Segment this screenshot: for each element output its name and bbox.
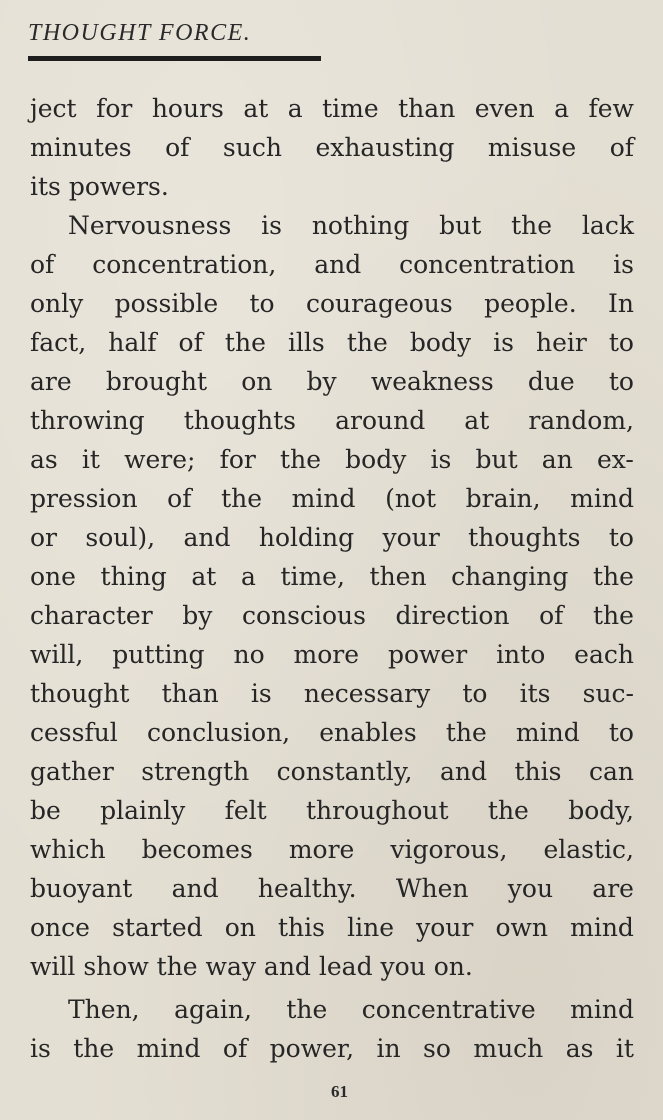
text-line: are brought on by weakness due to bbox=[30, 367, 634, 396]
text-line: as it were; for the body is but an ex- bbox=[30, 445, 634, 474]
page-number-text: 61 bbox=[331, 1082, 348, 1101]
text-line: of concentration, and concentration is bbox=[30, 250, 634, 279]
text-line: or soul), and holding your thoughts to bbox=[30, 523, 634, 552]
text-line: gather strength constantly, and this can bbox=[30, 757, 634, 786]
running-head: THOUGHT FORCE. bbox=[28, 20, 252, 46]
text-line: thought than is necessary to its suc- bbox=[30, 679, 634, 708]
text-line: cessful conclusion, enables the mind to bbox=[30, 718, 634, 747]
text-line: character by conscious direction of the bbox=[30, 601, 634, 630]
body-text bbox=[30, 89, 634, 1068]
text-line: its powers. bbox=[30, 172, 169, 201]
text-line: only possible to courageous people. In bbox=[30, 289, 634, 318]
text-line: Then, again, the concentrative mind bbox=[68, 995, 634, 1024]
text-line: will show the way and lead you on. bbox=[30, 952, 473, 981]
running-head-rule bbox=[28, 56, 321, 61]
text-line: will, putting no more power into each bbox=[30, 640, 634, 669]
text-line: fact, half of the ills the body is heir to bbox=[30, 328, 634, 357]
text-line: one thing at a time, then changing the bbox=[30, 562, 634, 591]
text-line: once started on this line your own mind bbox=[30, 913, 634, 942]
page-number bbox=[0, 1082, 663, 1102]
text-line: is the mind of power, in so much as it bbox=[30, 1034, 634, 1063]
text-line: buoyant and healthy. When you are bbox=[30, 874, 634, 903]
text-line: minutes of such exhausting misuse of bbox=[30, 133, 634, 162]
text-line: throwing thoughts around at random, bbox=[30, 406, 634, 435]
text-line: pression of the mind (not brain, mind bbox=[30, 484, 634, 513]
text-line: which becomes more vigorous, elastic, bbox=[30, 835, 634, 864]
text-line: Nervousness is nothing but the lack bbox=[68, 211, 634, 240]
text-line: be plainly felt throughout the body, bbox=[30, 796, 634, 825]
text-line: ject for hours at a time than even a few bbox=[30, 94, 634, 123]
